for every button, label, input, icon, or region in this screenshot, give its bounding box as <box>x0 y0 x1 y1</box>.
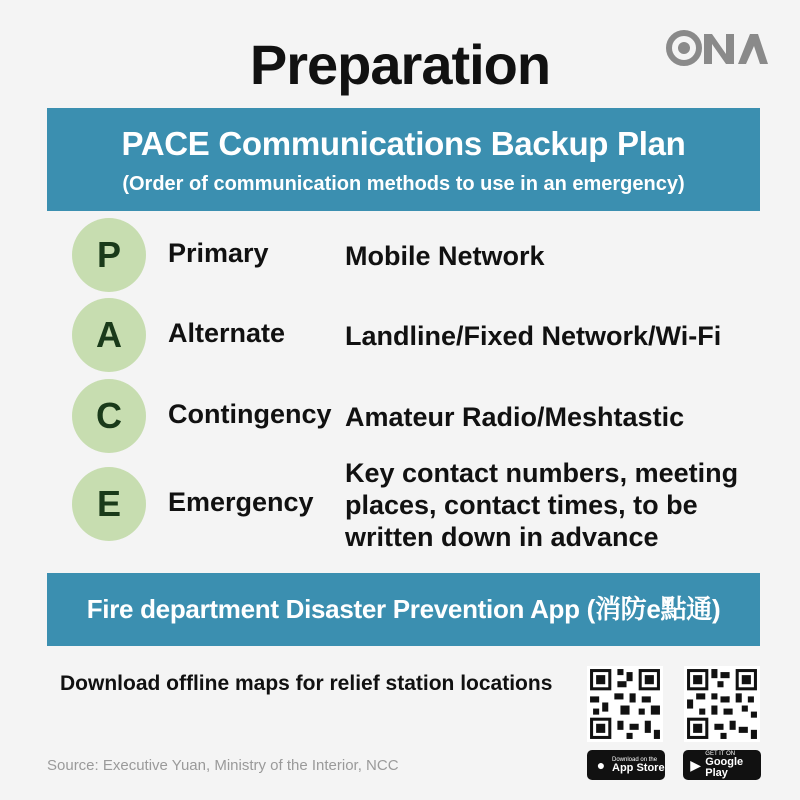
row-value: Key contact numbers, meeting places, contact times, to be written down in advance <box>345 458 739 552</box>
google-play-small: GET IT ON <box>705 751 736 757</box>
app-store-big: App Store <box>612 761 665 774</box>
google-play-icon: ▶ <box>690 756 702 773</box>
row-label: Contingency <box>168 399 332 429</box>
row-label: Emergency <box>168 487 314 517</box>
google-play-big: Google Play <box>705 756 744 779</box>
row-value: Landline/Fixed Network/Wi-Fi <box>345 321 722 351</box>
qr-code-app-store-icon[interactable] <box>587 666 663 742</box>
row-value: Amateur Radio/Meshtastic <box>345 402 685 432</box>
app-store-small: Download on the <box>612 756 658 763</box>
letter-circle: C <box>72 379 146 453</box>
apple-icon: ● <box>596 757 606 773</box>
page-title: Preparation <box>249 33 551 96</box>
letter-circle: A <box>72 298 146 372</box>
source-note: Source: Executive Yuan, Ministry of the Interior, NCC <box>47 757 399 774</box>
banner-title: PACE Communications Backup Plan <box>121 125 686 162</box>
row-label: Primary <box>168 238 269 268</box>
pace-header-banner <box>47 108 760 211</box>
app-store-badge[interactable] <box>587 750 665 780</box>
row-value: Mobile Network <box>345 241 545 271</box>
app-banner-text: Fire department Disaster Prevention App (消防e點通) <box>86 594 721 624</box>
letter-circle: E <box>72 467 146 541</box>
banner-subtitle: (Order of communication methods to use in an emergency) <box>122 173 685 195</box>
cna-logo-icon <box>664 28 768 68</box>
app-banner <box>47 573 760 646</box>
download-text: Download offline maps for relief station locations <box>60 672 553 695</box>
qr-code-google-play-icon[interactable] <box>684 666 760 742</box>
letter-circle: P <box>72 218 146 292</box>
google-play-badge[interactable] <box>683 750 761 780</box>
row-label: Alternate <box>168 318 286 348</box>
